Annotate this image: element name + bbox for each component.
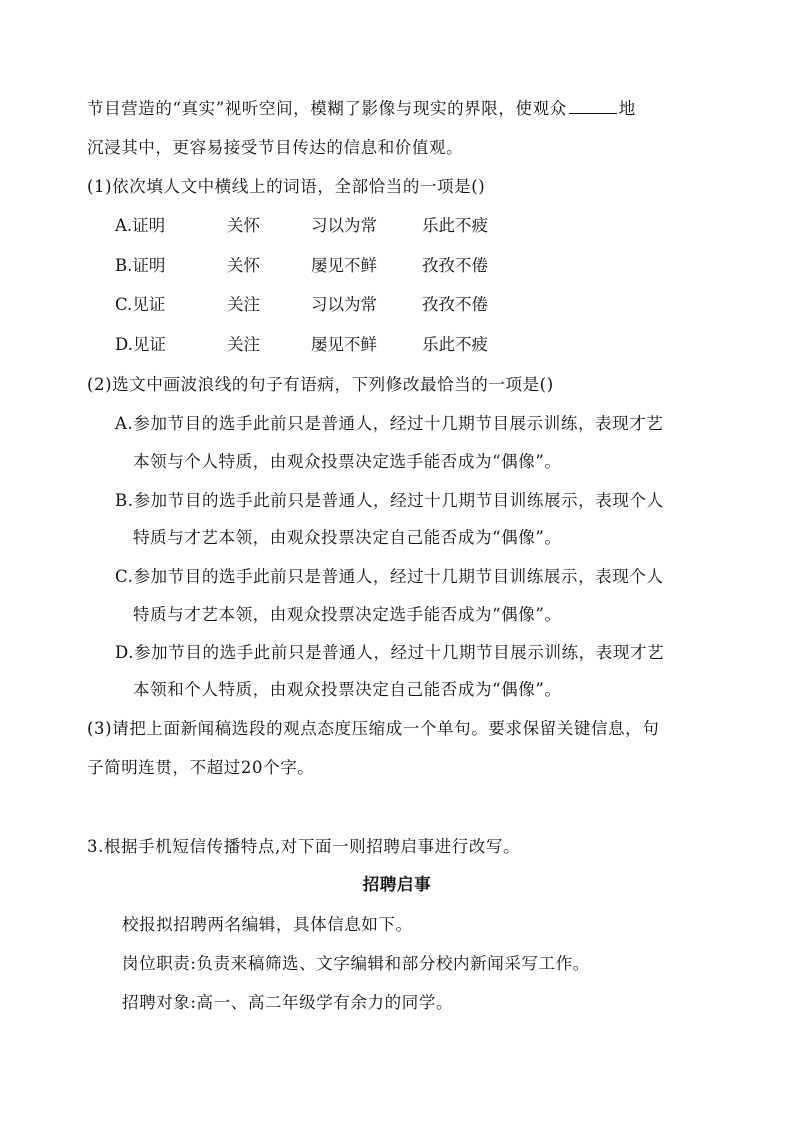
q3-line-1: (3)请把上面新闻稿选段的观点态度压缩成一个单句。要求保留关键信息，句 bbox=[87, 719, 660, 738]
q2-option-d-line-1: D.参加节目的选手此前只是普通人，经过十几期节目展示训练，表现才艺 bbox=[115, 643, 665, 662]
q1-option-d-letter: D.见证 bbox=[115, 335, 166, 354]
q1-option-a-letter: A.证明 bbox=[115, 216, 166, 235]
q2-stem: (2)选文中画波浪线的句子有语病，下列修改最恰当的一项是() bbox=[87, 375, 554, 394]
q1-option-a-w2: 关怀 bbox=[227, 216, 260, 235]
q1-option-b-letter: B.证明 bbox=[115, 256, 166, 275]
fill-blank bbox=[569, 99, 617, 114]
notice-line-3: 招聘对象:高一、高二年级学有余力的同学。 bbox=[122, 993, 454, 1012]
q1-stem: (1)依次填人文中横线上的词语，全部恰当的一项是() bbox=[87, 177, 486, 196]
q2-option-b-line-2: 特质与才艺本领，由观众投票决定自己能否成为“偶像”。 bbox=[133, 528, 562, 547]
q1-option-b-w2: 关怀 bbox=[227, 256, 260, 275]
q1-option-c-w4: 孜孜不倦 bbox=[422, 295, 488, 314]
passage-line-1 bbox=[87, 98, 636, 120]
q2-option-c-line-2: 特质与才艺本领，由观众投票决定选手能否成为“偶像”。 bbox=[133, 605, 562, 624]
q1-option-d-w4: 乐此不疲 bbox=[422, 335, 488, 354]
notice-line-2: 岗位职责:负责来稿筛选、文字编辑和部分校内新闻采写工作。 bbox=[122, 954, 590, 973]
question-3-stem: 3.根据手机短信传播特点,对下面一则招聘启事进行改写。 bbox=[87, 837, 521, 856]
passage-line-2: 沉浸其中，更容易接受节目传达的信息和价值观。 bbox=[87, 138, 464, 157]
q3-line-2: 子简明连贯，不超过20个字。 bbox=[87, 758, 315, 777]
q1-option-d-w2: 关注 bbox=[227, 335, 260, 354]
q1-option-a-w3: 习以为常 bbox=[311, 216, 377, 235]
q2-option-a-line-1: A.参加节目的选手此前只是普通人，经过十几期节目展示训练，表现才艺 bbox=[115, 414, 664, 433]
q1-option-b-w4: 孜孜不倦 bbox=[422, 256, 488, 275]
passage-line-1-tail: 地 bbox=[618, 99, 636, 118]
q2-option-a-line-2: 本领与个人特质，由观众投票决定选手能否成为“偶像”。 bbox=[133, 452, 562, 471]
q1-option-d-w3: 屡见不鲜 bbox=[311, 335, 377, 354]
q1-option-c-w2: 关注 bbox=[227, 295, 260, 314]
q1-option-c-letter: C.见证 bbox=[115, 295, 166, 314]
q2-option-d-line-2: 本领和个人特质，由观众投票决定自己能否成为“偶像”。 bbox=[133, 680, 562, 699]
q2-option-b-line-1: B.参加节目的选手此前只是普通人，经过十几期节目训练展示，表现个人 bbox=[115, 491, 664, 510]
notice-line-1: 校报拟招聘两名编辑，具体信息如下。 bbox=[122, 915, 413, 934]
passage-line-1-text: 节目营造的“真实”视听空间，模糊了影像与现实的界限，使观众 bbox=[87, 99, 567, 118]
q1-option-b-w3: 屡见不鲜 bbox=[311, 256, 377, 275]
q2-option-c-line-1: C.参加节目的选手此前只是普通人，经过十几期节目训练展示，表现个人 bbox=[115, 567, 664, 586]
notice-title: 招聘启事 bbox=[362, 875, 432, 894]
q1-option-a-w4: 乐此不疲 bbox=[422, 216, 488, 235]
q1-option-c-w3: 习以为常 bbox=[311, 295, 377, 314]
